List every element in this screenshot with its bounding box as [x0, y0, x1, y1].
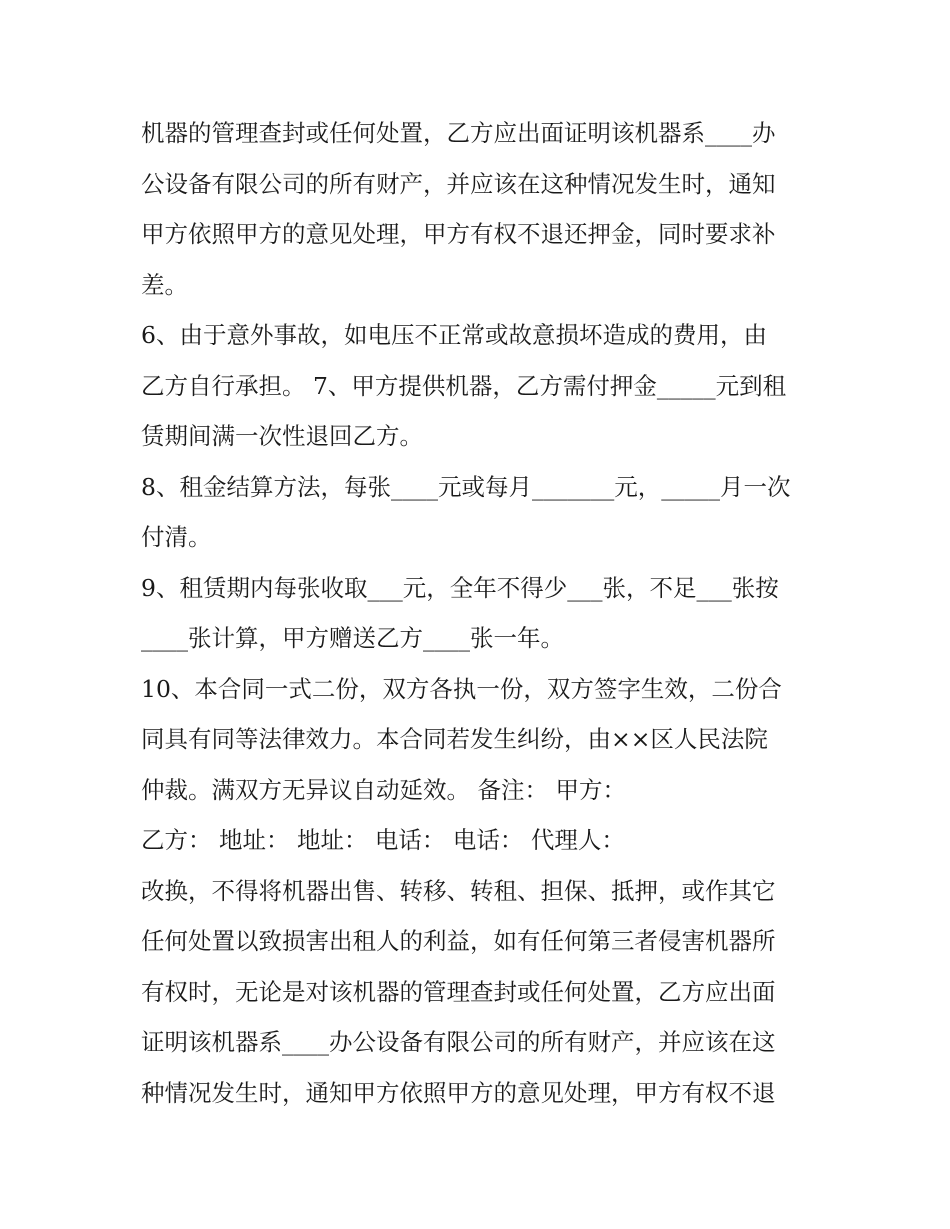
- text-line: 机器的管理查封或任何处置，乙方应出面证明该机器系____办: [141, 119, 776, 147]
- text-line: 赁期间满一次性退回乙方。: [141, 422, 423, 450]
- text-line: 公设备有限公司的所有财产，并应该在这种情况发生时，通知: [141, 169, 776, 198]
- text-line: 证明该机器系____办公设备有限公司的所有财产，并应该在这: [141, 1028, 776, 1056]
- text-line: 甲方依照甲方的意见处理，甲方有权不退还押金，同时要求补: [141, 220, 776, 248]
- clause-8: 8、租金结算方法，每张____元或每月_______元，_____月一次: [141, 472, 791, 501]
- document-body: [141, 108, 831, 1118]
- clause-10: 10、本合同一式二份，双方各执一份，双方签字生效，二份合: [141, 674, 782, 703]
- clause-9: 9、租赁期内每张收取___元，全年不得少___张，不足___张按: [141, 573, 779, 602]
- text-line: 改换，不得将机器出售、转移、转租、担保、抵押，或作其它: [141, 876, 776, 905]
- text-line: 差。: [141, 270, 188, 299]
- clause-7: 乙方自行承担。 7、甲方提供机器，乙方需付押金_____元到租: [141, 371, 787, 400]
- text-line: 种情况发生时，通知甲方依照甲方的意见处理，甲方有权不退: [141, 1078, 776, 1107]
- clause-6: 6、由于意外事故，如电压不正常或故意损坏造成的费用，由: [141, 321, 767, 349]
- text-line: 有权时，无论是对该机器的管理查封或任何处置，乙方应出面: [141, 977, 776, 1006]
- text-line: 付清。: [141, 523, 212, 551]
- text-line: ____张计算，甲方赠送乙方____张一年。: [141, 624, 564, 652]
- text-line: 任何处置以致损害出租人的利益，如有任何第三者侵害机器所: [141, 927, 776, 955]
- text-line: 同具有同等法律效力。本合同若发生纠纷，由××区人民法院: [141, 725, 768, 753]
- signature-fields-line: 乙方： 地址： 地址： 电话： 电话： 代理人：: [141, 826, 625, 854]
- remarks-line: 仲裁。满双方无异议自动延效。 备注： 甲方：: [141, 775, 626, 804]
